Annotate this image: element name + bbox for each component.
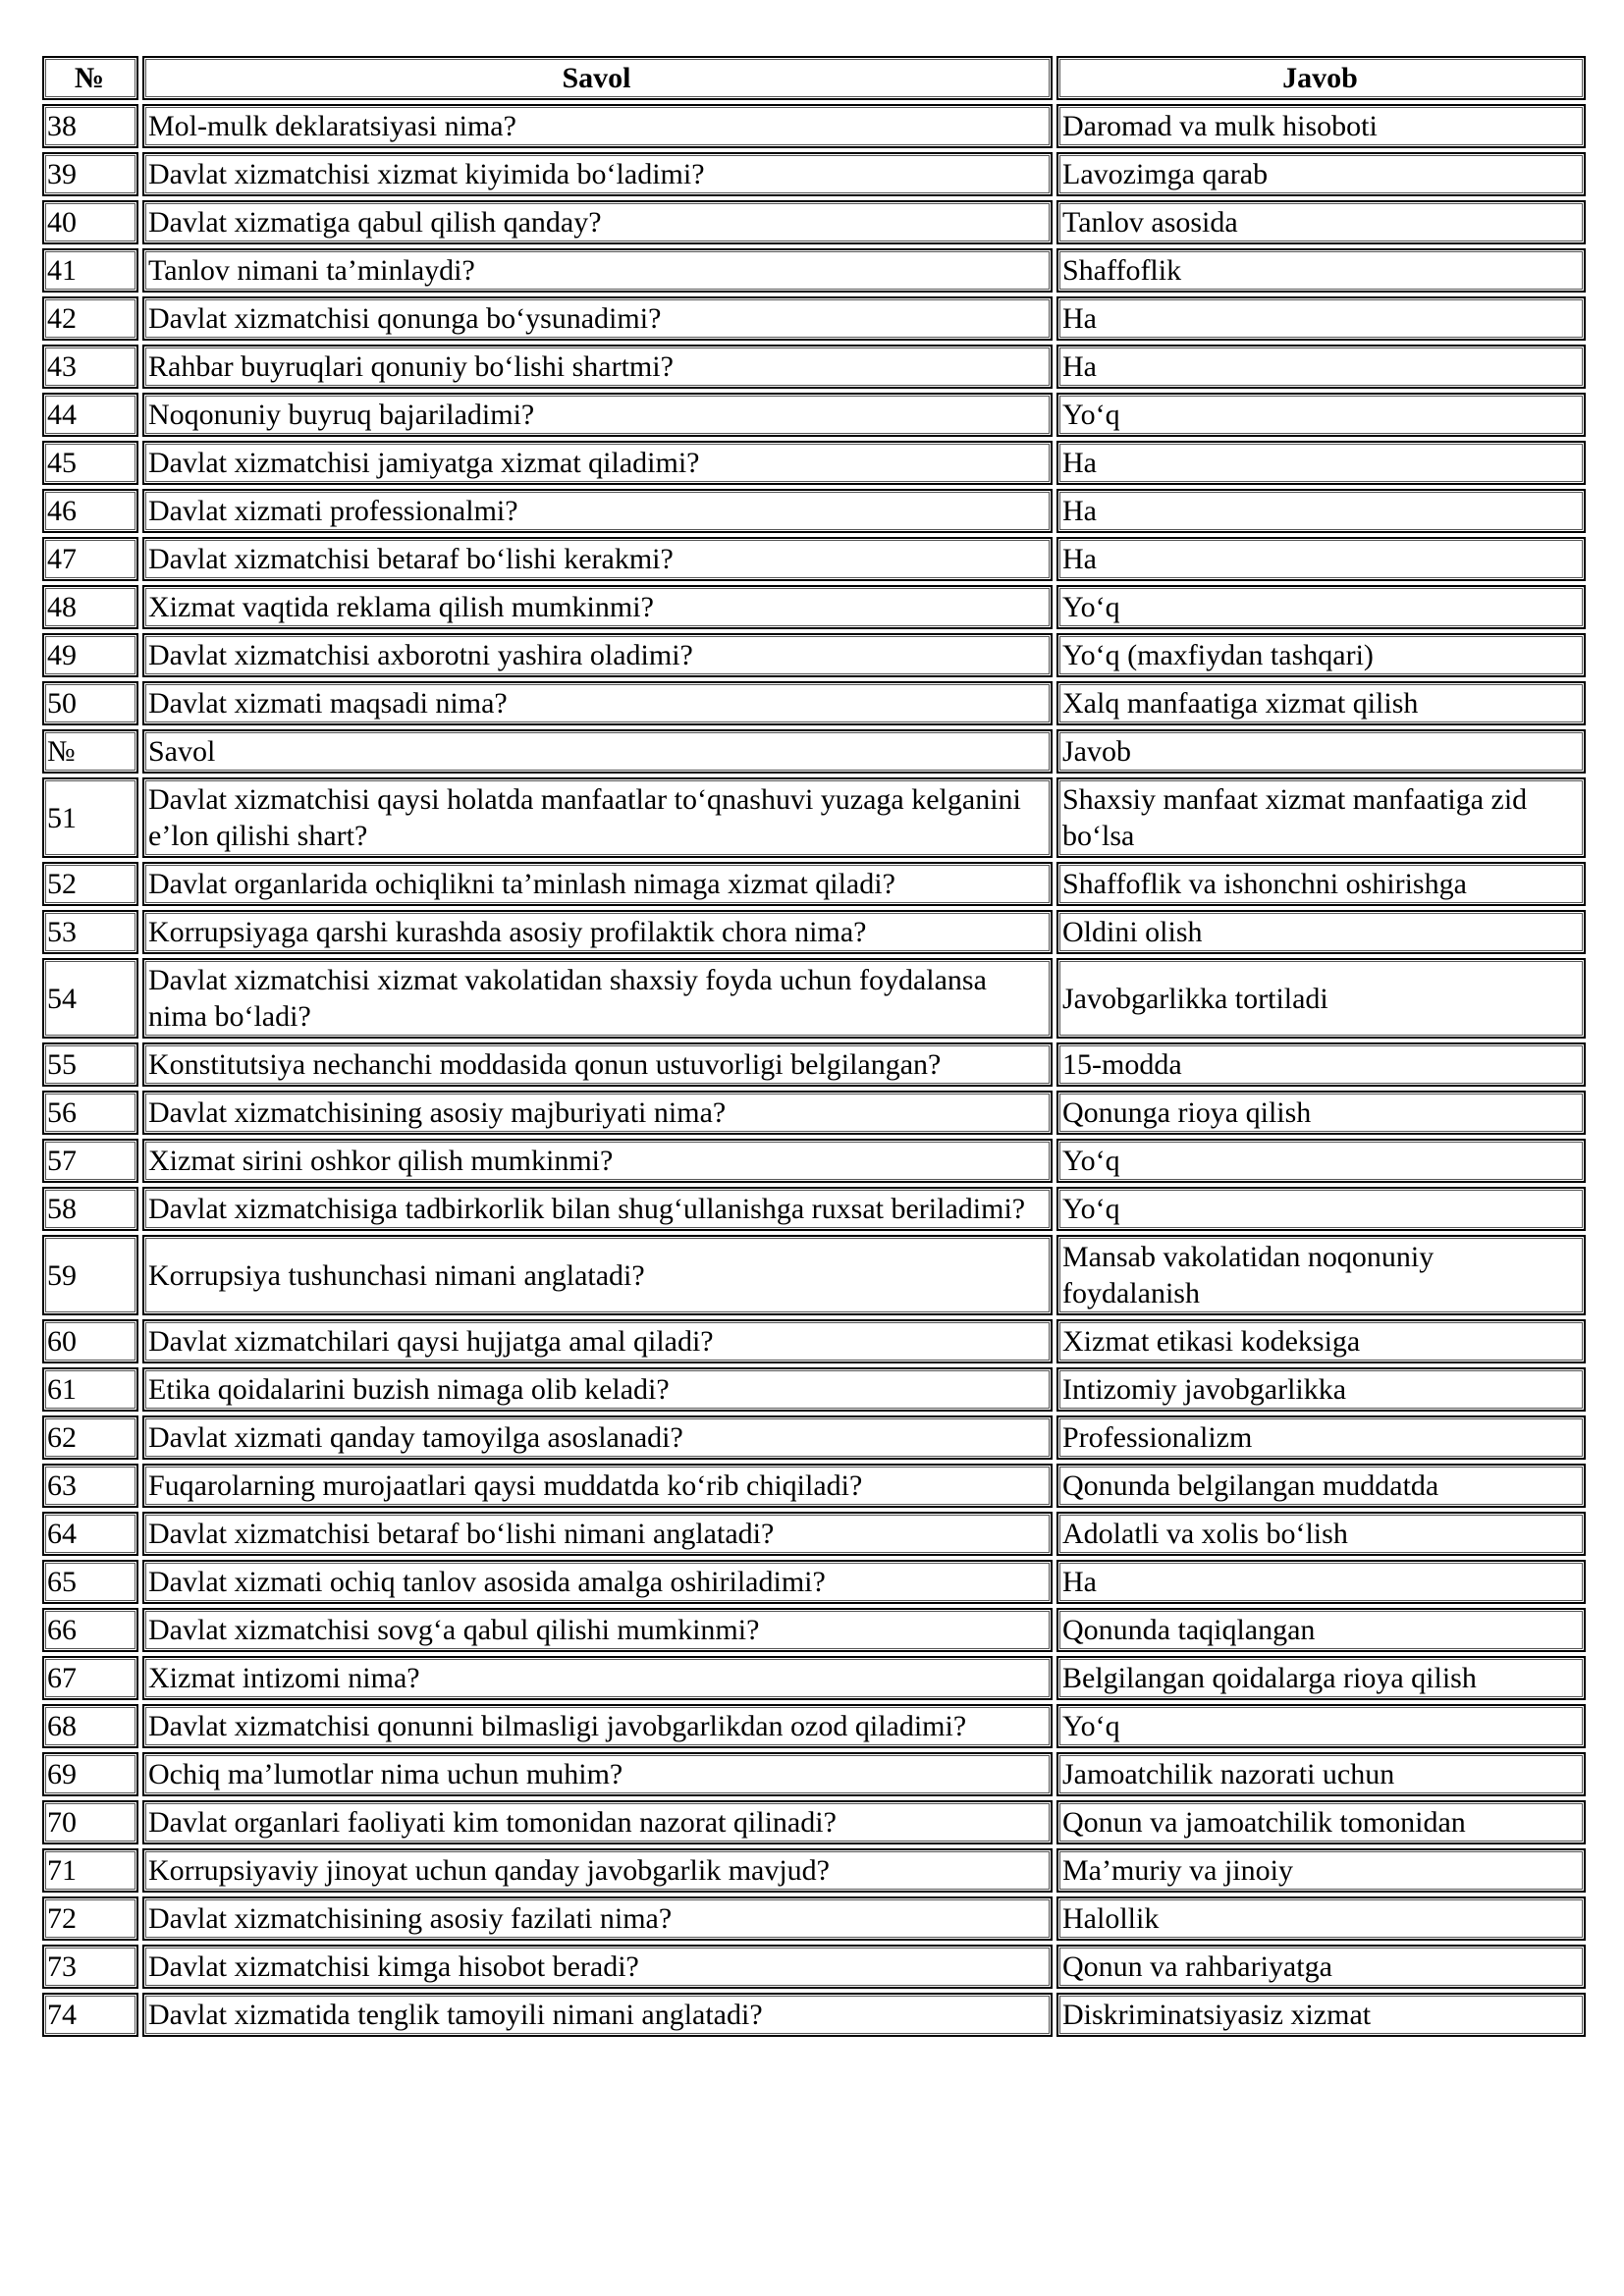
row-question: Korrupsiyaviy jinoyat uchun qanday javobgarlik mavjud? xyxy=(142,1848,1053,1893)
table-row xyxy=(42,1896,1586,1941)
row-question: Xizmat vaqtida reklama qilish mumkinmi? xyxy=(142,585,1053,629)
row-answer: Yo‘q xyxy=(1056,393,1586,437)
row-question: Davlat xizmatchisi sovg‘a qabul qilishi mumkinmi? xyxy=(142,1608,1053,1652)
row-number: 73 xyxy=(42,1945,138,1989)
row-answer: Daromad va mulk hisoboti xyxy=(1056,104,1586,148)
row-number: 48 xyxy=(42,585,138,629)
table-row xyxy=(42,152,1586,196)
row-answer: Yo‘q (maxfiydan tashqari) xyxy=(1056,633,1586,677)
row-question: Davlat xizmatchisi qonunga bo‘ysunadimi? xyxy=(142,296,1053,341)
row-question: Fuqarolarning murojaatlari qaysi muddatda ko‘rib chiqiladi? xyxy=(142,1464,1053,1508)
row-answer: Intizomiy javobgarlikka xyxy=(1056,1367,1586,1412)
table-row xyxy=(42,1800,1586,1844)
row-answer: Qonunda belgilangan muddatda xyxy=(1056,1464,1586,1508)
table-row xyxy=(42,1608,1586,1652)
table-row xyxy=(42,1848,1586,1893)
row-question: Tanlov nimani ta’minlaydi? xyxy=(142,248,1053,293)
row-answer: Xalq manfaatiga xizmat qilish xyxy=(1056,681,1586,725)
row-number: 74 xyxy=(42,1993,138,2037)
row-question: Noqonuniy buyruq bajariladimi? xyxy=(142,393,1053,437)
row-number: 43 xyxy=(42,345,138,389)
table-row xyxy=(42,777,1586,858)
row-question: Davlat xizmatchisi betaraf bo‘lishi nimani anglatadi? xyxy=(142,1512,1053,1556)
row-answer: Ha xyxy=(1056,489,1586,533)
table-row xyxy=(42,1415,1586,1460)
row-number: 66 xyxy=(42,1608,138,1652)
row-number: 70 xyxy=(42,1800,138,1844)
row-answer: Ha xyxy=(1056,296,1586,341)
header-question: Savol xyxy=(142,56,1053,100)
row-number: 38 xyxy=(42,104,138,148)
row-number: 39 xyxy=(42,152,138,196)
row-answer: Diskriminatsiyasiz xizmat xyxy=(1056,1993,1586,2037)
table-row xyxy=(42,681,1586,725)
row-number: 41 xyxy=(42,248,138,293)
table-row xyxy=(42,862,1586,906)
row-number: 71 xyxy=(42,1848,138,1893)
row-question: Davlat xizmatchilari qaysi hujjatga amal qiladi? xyxy=(142,1319,1053,1363)
row-number: 44 xyxy=(42,393,138,437)
row-answer: Qonunda taqiqlangan xyxy=(1056,1608,1586,1652)
table-row xyxy=(42,1464,1586,1508)
row-question: Savol xyxy=(142,729,1053,774)
row-question: Davlat xizmatchisining asosiy majburiyati nima? xyxy=(142,1091,1053,1135)
table-row xyxy=(42,489,1586,533)
row-number: 64 xyxy=(42,1512,138,1556)
row-question: Davlat xizmatchisi qaysi holatda manfaatlar to‘qnashuvi yuzaga kelganini e’lon qilishi shart? xyxy=(142,777,1053,858)
row-number: № xyxy=(42,729,138,774)
table-row xyxy=(42,1945,1586,1989)
table-row xyxy=(42,248,1586,293)
row-answer: Javobgarlikka tortiladi xyxy=(1056,958,1586,1039)
row-answer: Shaffoflik va ishonchni oshirishga xyxy=(1056,862,1586,906)
row-answer: Halollik xyxy=(1056,1896,1586,1941)
row-question: Korrupsiya tushunchasi nimani anglatadi? xyxy=(142,1235,1053,1315)
table-row xyxy=(42,633,1586,677)
row-answer: Yo‘q xyxy=(1056,1704,1586,1748)
table-row xyxy=(42,1042,1586,1087)
row-question: Davlat xizmatchisi betaraf bo‘lishi kerakmi? xyxy=(142,537,1053,581)
row-number: 72 xyxy=(42,1896,138,1941)
row-answer: Belgilangan qoidalarga rioya qilish xyxy=(1056,1656,1586,1700)
row-question: Davlat xizmatchisi axborotni yashira oladimi? xyxy=(142,633,1053,677)
row-question: Ochiq ma’lumotlar nima uchun muhim? xyxy=(142,1752,1053,1796)
table-row xyxy=(42,1560,1586,1604)
row-question: Mol-mulk deklaratsiyasi nima? xyxy=(142,104,1053,148)
table-row xyxy=(42,1993,1586,2037)
table-row xyxy=(42,296,1586,341)
row-question: Korrupsiyaga qarshi kurashda asosiy profilaktik chora nima? xyxy=(142,910,1053,954)
table-row xyxy=(42,1656,1586,1700)
row-answer: Lavozimga qarab xyxy=(1056,152,1586,196)
row-answer: Ha xyxy=(1056,345,1586,389)
row-question: Konstitutsiya nechanchi moddasida qonun ustuvorligi belgilangan? xyxy=(142,1042,1053,1087)
header-answer: Javob xyxy=(1056,56,1586,100)
table-row xyxy=(42,1704,1586,1748)
row-answer: Tanlov asosida xyxy=(1056,200,1586,244)
row-answer: Qonun va rahbariyatga xyxy=(1056,1945,1586,1989)
table-row xyxy=(42,441,1586,485)
row-answer: Yo‘q xyxy=(1056,1139,1586,1183)
table-row xyxy=(42,958,1586,1039)
row-question: Davlat xizmatchisi jamiyatga xizmat qiladimi? xyxy=(142,441,1053,485)
row-number: 67 xyxy=(42,1656,138,1700)
table-body xyxy=(42,104,1586,2037)
row-number: 51 xyxy=(42,777,138,858)
row-number: 42 xyxy=(42,296,138,341)
table-row xyxy=(42,1752,1586,1796)
row-question: Etika qoidalarini buzish nimaga olib keladi? xyxy=(142,1367,1053,1412)
row-answer: Shaxsiy manfaat xizmat manfaatiga zid bo‘lsa xyxy=(1056,777,1586,858)
row-answer: Javob xyxy=(1056,729,1586,774)
row-question: Rahbar buyruqlari qonuniy bo‘lishi shartmi? xyxy=(142,345,1053,389)
row-question: Davlat xizmatchisi kimga hisobot beradi? xyxy=(142,1945,1053,1989)
row-number: 69 xyxy=(42,1752,138,1796)
row-number: 58 xyxy=(42,1187,138,1231)
row-answer: Ha xyxy=(1056,537,1586,581)
row-answer: Ha xyxy=(1056,441,1586,485)
row-answer: Adolatli va xolis bo‘lish xyxy=(1056,1512,1586,1556)
row-question: Davlat xizmatchisi xizmat vakolatidan shaxsiy foyda uchun foydalansa nima bo‘ladi? xyxy=(142,958,1053,1039)
table-row xyxy=(42,1367,1586,1412)
table-row xyxy=(42,729,1586,774)
table-row xyxy=(42,104,1586,148)
row-question: Davlat xizmatchisi qonunni bilmasligi javobgarlikdan ozod qiladimi? xyxy=(142,1704,1053,1748)
row-question: Davlat xizmatchisiga tadbirkorlik bilan shug‘ullanishga ruxsat beriladimi? xyxy=(142,1187,1053,1231)
table-row xyxy=(42,393,1586,437)
table-row xyxy=(42,537,1586,581)
qa-table xyxy=(38,52,1590,2041)
row-number: 57 xyxy=(42,1139,138,1183)
row-question: Davlat xizmatida tenglik tamoyili nimani anglatadi? xyxy=(142,1993,1053,2037)
header-row xyxy=(42,56,1586,100)
row-number: 65 xyxy=(42,1560,138,1604)
row-number: 60 xyxy=(42,1319,138,1363)
row-number: 59 xyxy=(42,1235,138,1315)
row-number: 53 xyxy=(42,910,138,954)
row-question: Davlat xizmati maqsadi nima? xyxy=(142,681,1053,725)
row-answer: Yo‘q xyxy=(1056,585,1586,629)
row-answer: Qonunga rioya qilish xyxy=(1056,1091,1586,1135)
row-answer: Mansab vakolatidan noqonuniy foydalanish xyxy=(1056,1235,1586,1315)
row-answer: Qonun va jamoatchilik tomonidan xyxy=(1056,1800,1586,1844)
row-answer: Ha xyxy=(1056,1560,1586,1604)
row-question: Davlat organlari faoliyati kim tomonidan nazorat qilinadi? xyxy=(142,1800,1053,1844)
row-question: Davlat xizmati professionalmi? xyxy=(142,489,1053,533)
header-number: № xyxy=(42,56,138,100)
table-row xyxy=(42,1139,1586,1183)
row-number: 49 xyxy=(42,633,138,677)
table-row xyxy=(42,910,1586,954)
row-number: 52 xyxy=(42,862,138,906)
row-question: Davlat xizmati qanday tamoyilga asoslanadi? xyxy=(142,1415,1053,1460)
row-number: 55 xyxy=(42,1042,138,1087)
row-number: 62 xyxy=(42,1415,138,1460)
row-answer: 15-modda xyxy=(1056,1042,1586,1087)
document-page xyxy=(42,56,1590,2041)
row-question: Davlat xizmatchisi xizmat kiyimida bo‘ladimi? xyxy=(142,152,1053,196)
row-number: 68 xyxy=(42,1704,138,1748)
row-number: 46 xyxy=(42,489,138,533)
row-answer: Ma’muriy va jinoiy xyxy=(1056,1848,1586,1893)
row-number: 47 xyxy=(42,537,138,581)
row-answer: Xizmat etikasi kodeksiga xyxy=(1056,1319,1586,1363)
row-answer: Oldini olish xyxy=(1056,910,1586,954)
row-number: 50 xyxy=(42,681,138,725)
row-question: Davlat xizmatiga qabul qilish qanday? xyxy=(142,200,1053,244)
table-row xyxy=(42,1187,1586,1231)
table-row xyxy=(42,1091,1586,1135)
table-header xyxy=(42,56,1586,100)
row-answer: Jamoatchilik nazorati uchun xyxy=(1056,1752,1586,1796)
row-number: 56 xyxy=(42,1091,138,1135)
row-question: Davlat xizmati ochiq tanlov asosida amalga oshiriladimi? xyxy=(142,1560,1053,1604)
row-number: 40 xyxy=(42,200,138,244)
table-row xyxy=(42,1319,1586,1363)
row-number: 54 xyxy=(42,958,138,1039)
table-row xyxy=(42,200,1586,244)
row-number: 61 xyxy=(42,1367,138,1412)
table-row xyxy=(42,345,1586,389)
row-number: 63 xyxy=(42,1464,138,1508)
row-number: 45 xyxy=(42,441,138,485)
table-row xyxy=(42,1235,1586,1315)
table-row xyxy=(42,585,1586,629)
row-answer: Yo‘q xyxy=(1056,1187,1586,1231)
row-question: Davlat xizmatchisining asosiy fazilati nima? xyxy=(142,1896,1053,1941)
row-answer: Shaffoflik xyxy=(1056,248,1586,293)
row-question: Xizmat sirini oshkor qilish mumkinmi? xyxy=(142,1139,1053,1183)
row-answer: Professionalizm xyxy=(1056,1415,1586,1460)
row-question: Xizmat intizomi nima? xyxy=(142,1656,1053,1700)
row-question: Davlat organlarida ochiqlikni ta’minlash nimaga xizmat qiladi? xyxy=(142,862,1053,906)
table-row xyxy=(42,1512,1586,1556)
